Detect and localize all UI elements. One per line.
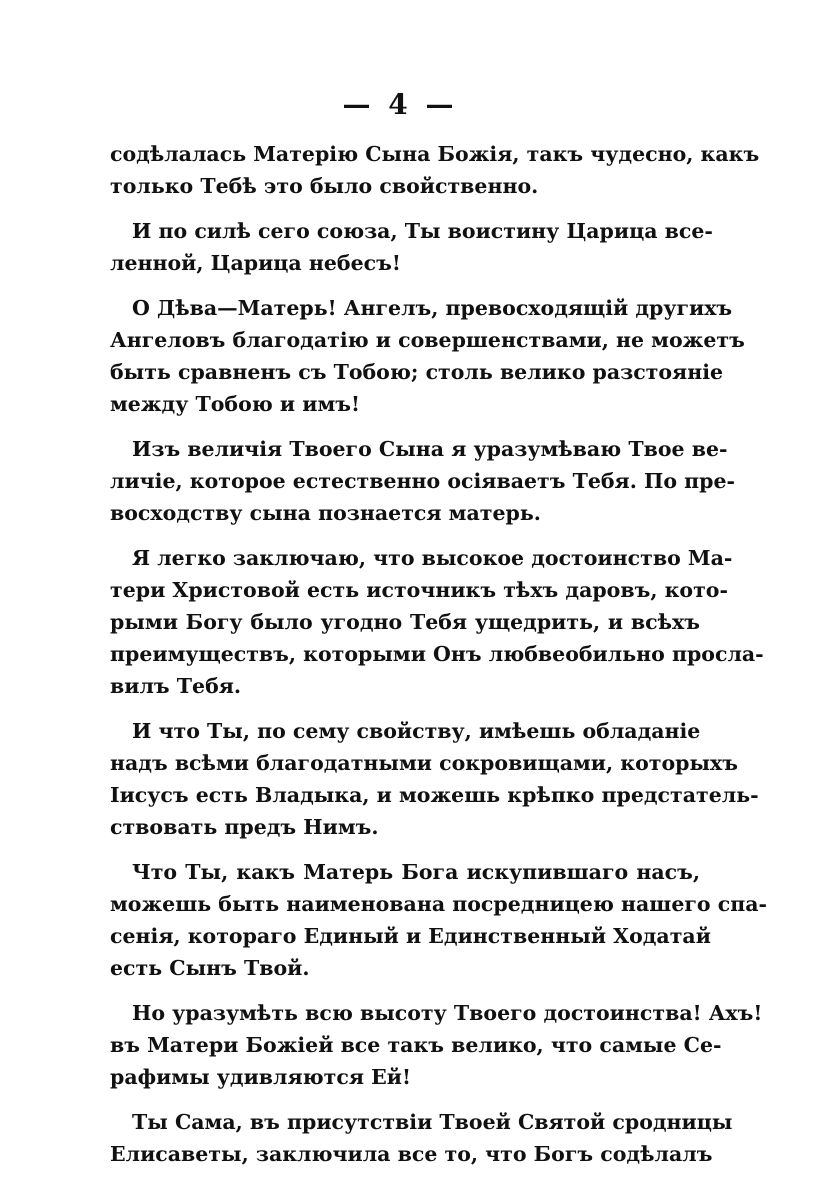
text-line: О Дѣва—Матерь! Ангелъ, превосходящій другихъ [132,296,733,320]
text-line: рафимы удивляются Ей! [110,1065,411,1089]
paragraph [110,1106,733,1170]
text-line: ствовать предъ Нимъ. [110,815,379,839]
text-line: въ Матери Божіей все такъ велико, что самые Се- [110,1033,722,1057]
text-line: сенія, котораго Единый и Единственный Ходатай [110,924,711,948]
text-line: ленной, Царица небесъ! [110,251,401,275]
text-line: восходству сына познается матерь. [110,501,541,525]
paragraph [110,856,768,984]
text-line: рыми Богу было угодно Тебя ущедрить, и всѣхъ [110,610,700,634]
text-line: преимуществъ, которыми Онъ любвеобильно просла- [110,642,764,666]
paragraph [110,433,736,529]
text-line: Но уразумѣть всю высоту Твоего достоинства! Ахъ! [132,1001,763,1025]
text-line: между Тобою и имъ! [110,392,360,416]
text-line: И что Ты, по сему свойству, имѣешь обладаніе [132,719,701,743]
text-line: Елисаветы, заключила все то, что Богъ содѣлалъ [110,1142,713,1166]
text-line: Іисусъ есть Владыка, и можешь крѣпко предстатель- [110,783,759,807]
text-line: И по силѣ сего союза, Ты воистину Царица все- [132,219,713,243]
paragraph [110,138,760,202]
text-line: только Тебѣ это было свойственно. [110,174,539,198]
text-line: есть Сынъ Твой. [110,956,310,980]
text-line: быть сравненъ съ Тобою; столь велико разстояніе [110,360,724,384]
text-line: Ты Сама, въ присутствіи Твоей Святой сродницы [132,1110,733,1134]
text-line: Я легко заключаю, что высокое достоинство Ма- [132,546,733,570]
paragraph [110,542,764,702]
text-line: личіе, которое естественно осіяваетъ Тебя. По пре- [110,469,736,493]
text-line: вилъ Тебя. [110,674,242,698]
text-line: Ангеловъ благодатію и совершенствами, не можетъ [110,328,745,352]
text-line: Изъ величія Твоего Сына я уразумѣваю Твое ве- [132,437,728,461]
body-text [110,138,768,1183]
text-line: надъ всѣми благодатными сокровищами, которыхъ [110,751,738,775]
page-number: — 4 — [342,88,458,121]
paragraph [110,715,759,843]
text-line: тери Христовой есть источникъ тѣхъ даровъ, кото- [110,578,728,602]
paragraph [110,215,713,279]
text-line: можешь быть наименована посредницею нашего спа- [110,892,768,916]
text-line: Что Ты, какъ Матерь Бога искупившаго насъ, [132,860,700,884]
text-line: содѣлалась Матерію Сына Божія, такъ чудесно, какъ [110,142,760,166]
paragraph [110,292,745,420]
paragraph [110,997,763,1093]
